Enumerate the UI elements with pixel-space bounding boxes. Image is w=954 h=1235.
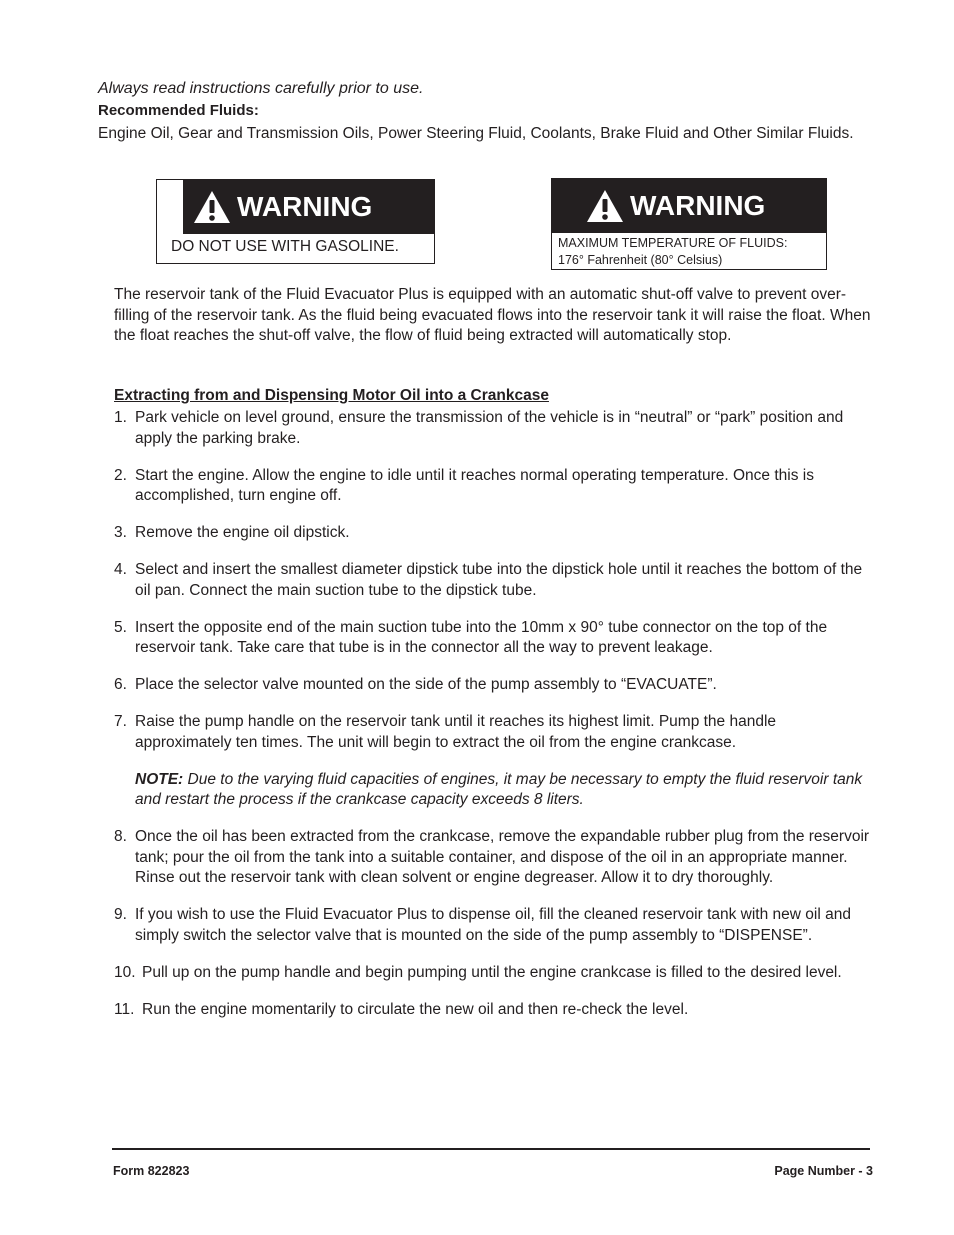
recommended-fluids-heading: Recommended Fluids: [98,102,259,119]
step-number: 6. [114,676,127,693]
step-text: If you wish to use the Fluid Evacuator Plus to dispense oil, fill the cleaned reservoir tank with new oil and simply switch the selector valve that is mounted on the side of the pump assembly to “DISPENSE”. [135,906,851,944]
step-number: 11. [114,1000,135,1018]
step-number: 4. [114,561,127,578]
warning-text: DO NOT USE WITH GASOLINE. [171,238,399,255]
warning-text-line: MAXIMUM TEMPERATURE OF FLUIDS: [558,236,788,250]
intro-instruction: Always read instructions carefully prior to use. [98,80,424,97]
step-text: Pull up on the pump handle and begin pumping until the engine crankcase is filled to the desired level. [142,963,842,981]
step-item [114,618,874,659]
steps-list [114,408,874,1037]
step-number: 10. [114,963,136,981]
step-text: Place the selector valve mounted on the side of the pump assembly to “EVACUATE”. [135,676,717,693]
step-text: Raise the pump handle on the reservoir tank until it reaches its highest limit. Pump the handle approximately ten times. The unit will begin to extract the oil from the engine crankcase. [135,713,777,751]
step-number: 3. [114,524,127,541]
step-item [114,523,874,544]
step-item [114,675,874,696]
step-number: 1. [114,409,127,426]
page-number: Page Number - 3 [774,1164,873,1178]
step-number: 2. [114,466,127,484]
form-number: Form 822823 [113,1164,190,1178]
warning-box-gasoline [156,179,435,264]
reservoir-paragraph: The reservoir tank of the Fluid Evacuator Plus is equipped with an automatic shut-off valve to prevent over-filling of the reservoir tank. As the fluid being evacuated flows into the reservoir tank it will raise the float. When the float reaches the shut-off valve, the flow of fluid being extracted will automatically stop. [114,286,871,344]
warning-triangle-icon [586,189,624,223]
step-number: 7. [114,713,127,730]
step-text: Start the engine. Allow the engine to idle until it reaches normal operating temperature. Once this is accomplished, turn engine off. [135,466,814,504]
step-item [114,1000,874,1021]
step-text: Run the engine momentarily to circulate the new oil and then re-check the level. [142,1000,689,1018]
warning-title: WARNING [630,190,766,221]
footer-divider [112,1148,870,1150]
warning-text [552,233,826,269]
step-item [114,466,874,507]
note-text: Due to the varying fluid capacities of engines, it may be necessary to empty the fluid reservoir tank and restart the process if the crankcase capacity exceeds 8 liters. [135,770,863,808]
warning-header [552,179,826,233]
step-item [114,560,874,601]
warning-text-line: 176° Fahrenheit (80° Celsius) [558,253,723,267]
step-text: Once the oil has been extracted from the crankcase, remove the expandable rubber plug from the reservoir tank; pour the oil from the tank into a suitable container, and dispose of the oil in an appropriate manner. Rinse out the reservoir tank with clean solvent or engine degreaser. Allow it to dry thoroughly. [135,828,870,886]
warning-title: WARNING [237,191,373,222]
step-text: Park vehicle on level ground, ensure the transmission of the vehicle is in “neutral” or “park” position and apply the parking brake. [135,409,844,447]
step-item [114,827,874,889]
step-text: Select and insert the smallest diameter dipstick tube into the dipstick hole until it reaches the bottom of the oil pan. Connect the main suction tube to the dipstick tube. [135,561,863,599]
warning-box-temperature [551,178,827,270]
note [135,770,874,811]
warning-triangle-icon [193,190,231,224]
step-number: 8. [114,828,127,845]
step-item [114,712,874,811]
warning-header [183,180,434,234]
note-label: NOTE: [135,770,184,788]
step-number: 5. [114,618,127,636]
step-text: Remove the engine oil dipstick. [135,524,350,541]
step-item [114,408,874,449]
step-text: Insert the opposite end of the main suction tube into the 10mm x 90° tube connector on the top of the reservoir tank. Take care that tube is in the connector all the way to prevent leakage. [135,618,828,656]
step-number: 9. [114,906,127,923]
step-body [135,712,874,811]
step-item [114,963,874,984]
step-item [114,905,874,946]
recommended-fluids-text: Engine Oil, Gear and Transmission Oils, Power Steering Fluid, Coolants, Brake Fluid and Other Similar Fluids. [98,125,854,142]
section-title: Extracting from and Dispensing Motor Oil into a Crankcase [114,387,549,404]
